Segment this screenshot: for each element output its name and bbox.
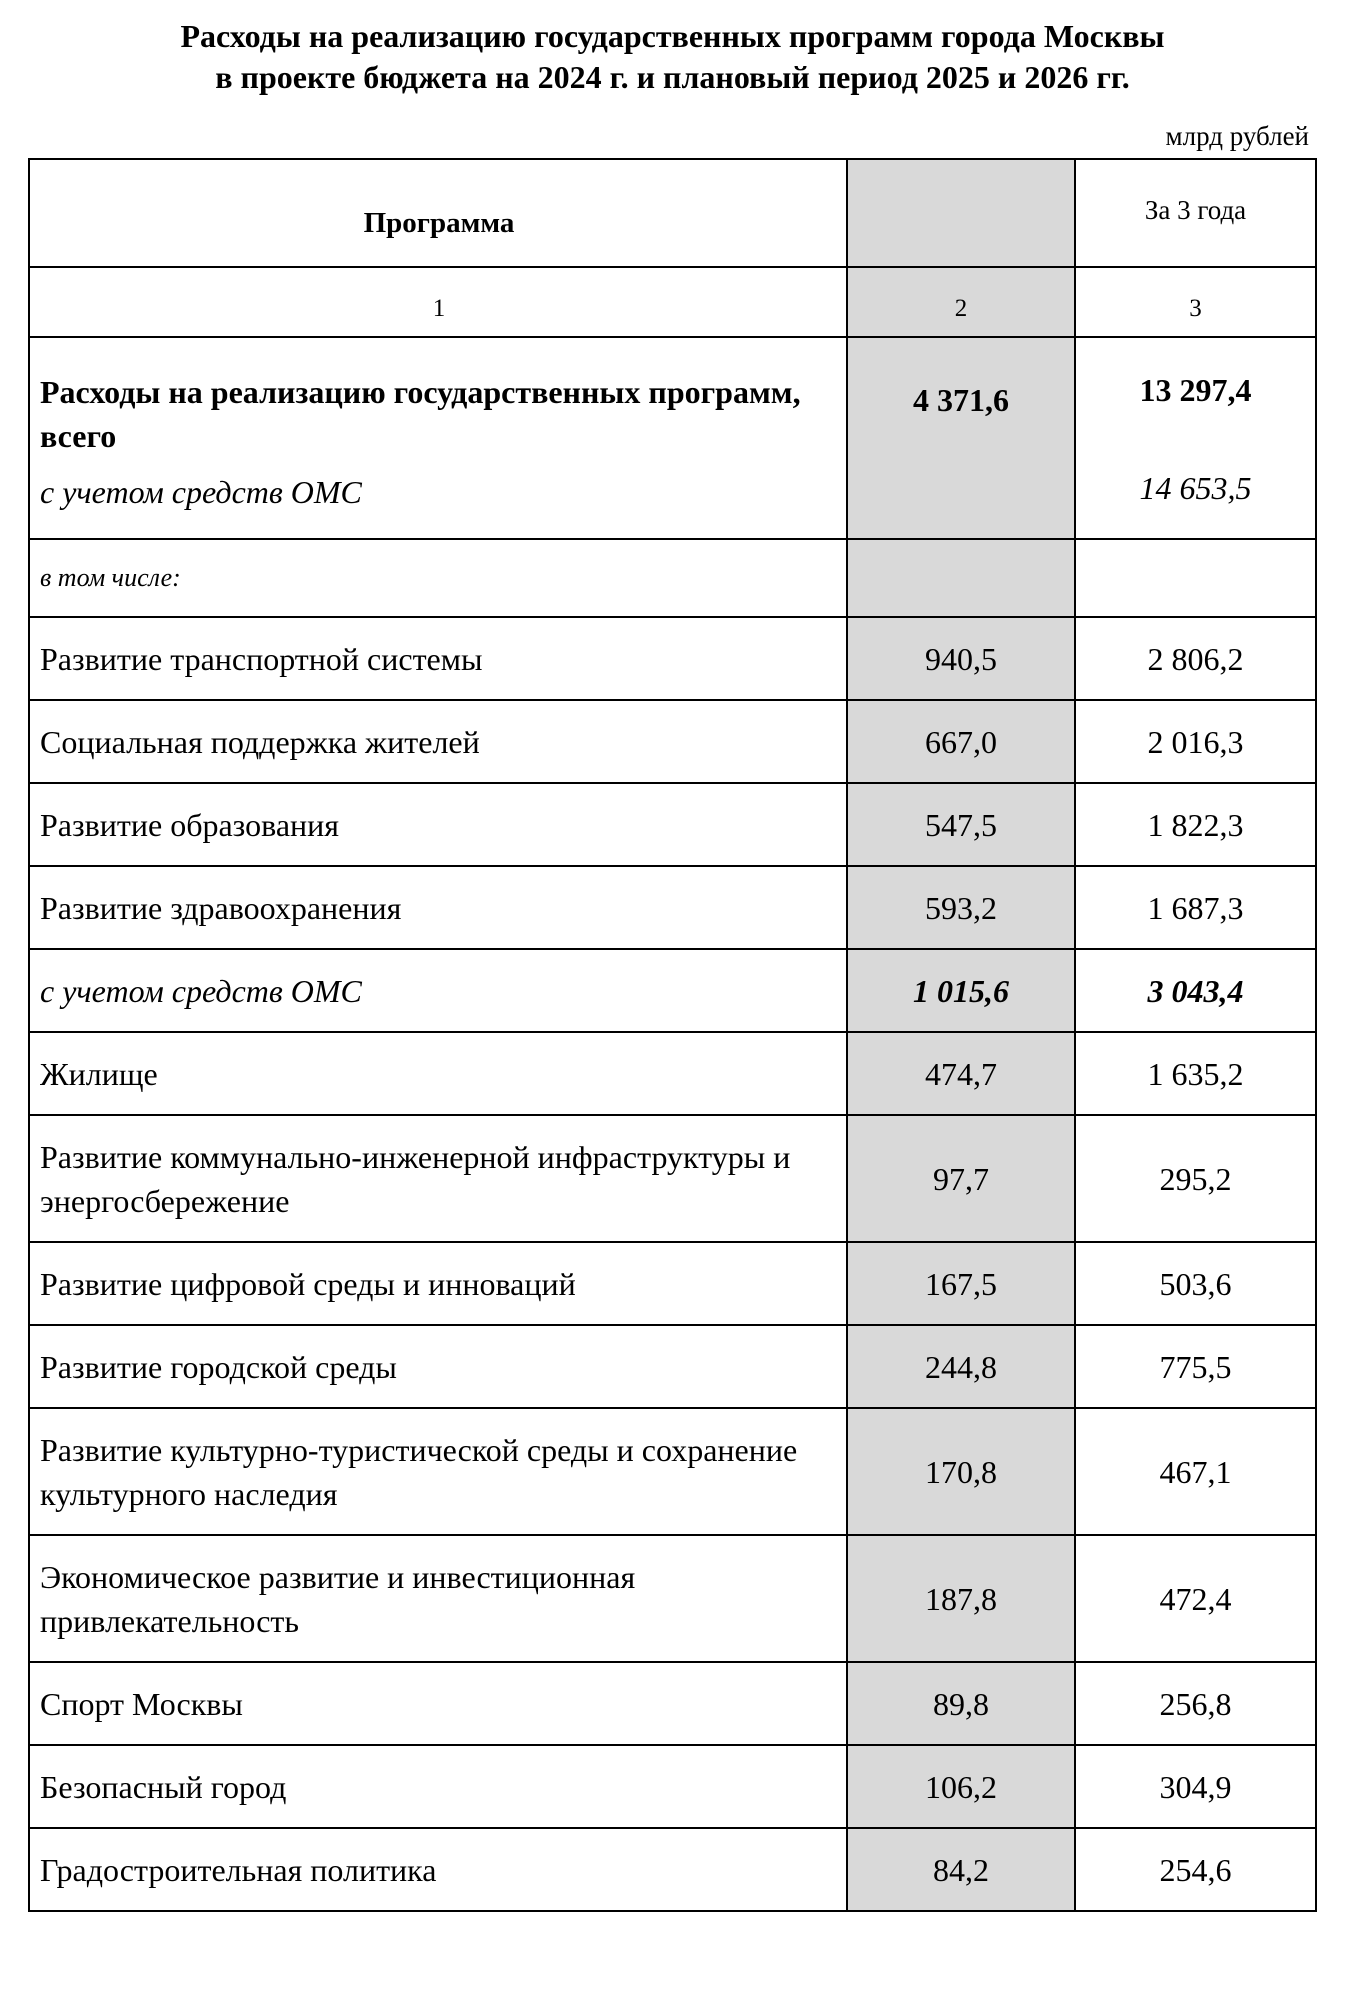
header-row bbox=[29, 159, 1316, 267]
program-col2: 187,8 bbox=[847, 1535, 1075, 1662]
including-row bbox=[29, 539, 1316, 617]
title-line-2: в проекте бюджета на 2024 г. и плановый период 2025 и 2026 гг. bbox=[215, 59, 1130, 95]
program-col3: 254,6 bbox=[1075, 1828, 1316, 1911]
program-col2: 1 015,6 bbox=[847, 949, 1075, 1032]
program-name: Жилище bbox=[29, 1032, 847, 1115]
table-row-oms bbox=[29, 949, 1316, 1032]
program-col2: 940,5 bbox=[847, 617, 1075, 700]
program-name: Развитие цифровой среды и инноваций bbox=[29, 1242, 847, 1325]
index-2: 2 bbox=[847, 267, 1075, 337]
program-col3: 1 635,2 bbox=[1075, 1032, 1316, 1115]
program-col3: 2 806,2 bbox=[1075, 617, 1316, 700]
program-name: Развитие здравоохранения bbox=[29, 866, 847, 949]
program-name: Спорт Москвы bbox=[29, 1662, 847, 1745]
including-label: в том числе: bbox=[29, 539, 847, 617]
program-name: Экономическое развитие и инвестиционная привлекательность bbox=[29, 1535, 847, 1662]
program-name: Развитие транспортной системы bbox=[29, 617, 847, 700]
program-name: Градостроительная политика bbox=[29, 1828, 847, 1911]
table-row bbox=[29, 617, 1316, 700]
program-col2: 167,5 bbox=[847, 1242, 1075, 1325]
total-col3-cell bbox=[1075, 337, 1316, 539]
program-col2: 97,7 bbox=[847, 1115, 1075, 1242]
index-row bbox=[29, 267, 1316, 337]
total-row bbox=[29, 337, 1316, 539]
program-col3: 295,2 bbox=[1075, 1115, 1316, 1242]
total-label-cell bbox=[29, 337, 847, 539]
table-row bbox=[29, 1325, 1316, 1408]
program-col3: 467,1 bbox=[1075, 1408, 1316, 1535]
program-name: Развитие культурно-туристической среды и сохранение культурного наследия bbox=[29, 1408, 847, 1535]
program-col2: 106,2 bbox=[847, 1745, 1075, 1828]
program-col3: 1 687,3 bbox=[1075, 866, 1316, 949]
table-row bbox=[29, 1408, 1316, 1535]
header-col3: За 3 года bbox=[1075, 159, 1316, 267]
index-3: 3 bbox=[1075, 267, 1316, 337]
program-name: Безопасный город bbox=[29, 1745, 847, 1828]
total-sublabel: с учетом средств ОМС bbox=[40, 474, 362, 510]
program-col2: 170,8 bbox=[847, 1408, 1075, 1535]
program-name: Развитие городской среды bbox=[29, 1325, 847, 1408]
program-col2: 84,2 bbox=[847, 1828, 1075, 1911]
total-col2: 4 371,6 bbox=[847, 337, 1075, 539]
program-col3: 304,9 bbox=[1075, 1745, 1316, 1828]
including-col2 bbox=[847, 539, 1075, 617]
program-col3: 3 043,4 bbox=[1075, 949, 1316, 1032]
program-col2: 89,8 bbox=[847, 1662, 1075, 1745]
program-name: с учетом средств ОМС bbox=[29, 949, 847, 1032]
program-col2: 593,2 bbox=[847, 866, 1075, 949]
index-1: 1 bbox=[29, 267, 847, 337]
program-col3: 1 822,3 bbox=[1075, 783, 1316, 866]
table-row bbox=[29, 1115, 1316, 1242]
program-name: Развитие образования bbox=[29, 783, 847, 866]
program-col3: 256,8 bbox=[1075, 1662, 1316, 1745]
program-col3: 472,4 bbox=[1075, 1535, 1316, 1662]
program-col3: 775,5 bbox=[1075, 1325, 1316, 1408]
table-row bbox=[29, 783, 1316, 866]
document-title bbox=[0, 16, 1345, 98]
program-col2: 244,8 bbox=[847, 1325, 1075, 1408]
table-row bbox=[29, 1828, 1316, 1911]
program-col3: 2 016,3 bbox=[1075, 700, 1316, 783]
programs-table bbox=[28, 158, 1317, 1912]
header-col2 bbox=[847, 159, 1075, 267]
table-row bbox=[29, 1662, 1316, 1745]
total-col3: 13 297,4 bbox=[1139, 372, 1252, 408]
total-label: Расходы на реализацию государственных программ, всего bbox=[40, 374, 801, 454]
table-row bbox=[29, 1242, 1316, 1325]
program-col3: 503,6 bbox=[1075, 1242, 1316, 1325]
program-col2: 547,5 bbox=[847, 783, 1075, 866]
program-name: Развитие коммунально-инженерной инфраструктуры и энергосбережение bbox=[29, 1115, 847, 1242]
program-col2: 667,0 bbox=[847, 700, 1075, 783]
table-row bbox=[29, 1535, 1316, 1662]
table-row bbox=[29, 700, 1316, 783]
table-row bbox=[29, 1745, 1316, 1828]
total-col3-oms: 14 653,5 bbox=[1139, 470, 1252, 506]
table-row bbox=[29, 866, 1316, 949]
program-col2: 474,7 bbox=[847, 1032, 1075, 1115]
table-row bbox=[29, 1032, 1316, 1115]
title-line-1: Расходы на реализацию государственных программ города Москвы bbox=[180, 18, 1165, 54]
unit-label: млрд рублей bbox=[1165, 121, 1309, 151]
including-col3 bbox=[1075, 539, 1316, 617]
program-name: Социальная поддержка жителей bbox=[29, 700, 847, 783]
header-program: Программа bbox=[29, 159, 847, 267]
